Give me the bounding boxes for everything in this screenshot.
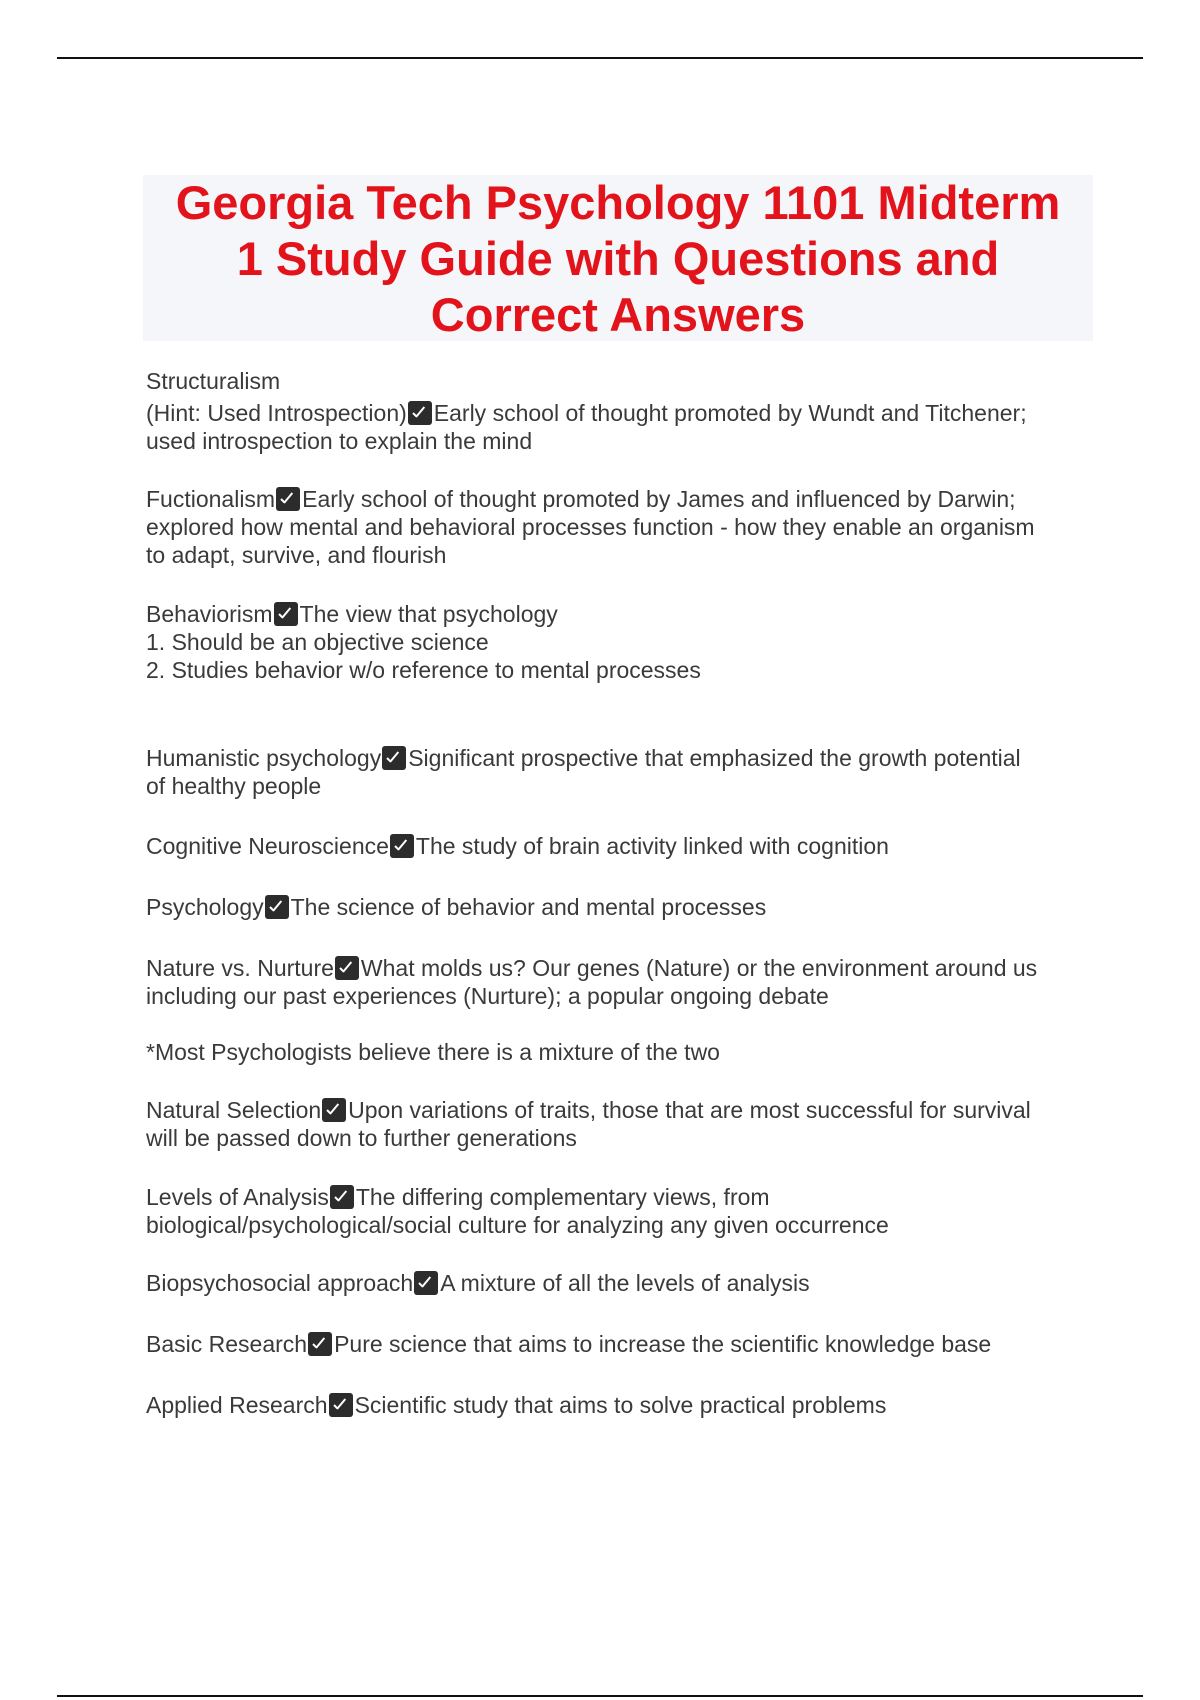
entry-term: Cognitive Neuroscience	[146, 833, 389, 859]
entry-definition: Early school of thought promoted by Wundt and Titchener;	[433, 400, 1027, 426]
entry-term-hint: (Hint: Used Introspection)	[146, 400, 407, 426]
entry-definition: The science of behavior and mental processes	[290, 894, 767, 920]
entry-term: Natural Selection	[146, 1097, 322, 1123]
entry-definition-cont: of healthy people	[146, 773, 322, 799]
check-box-icon	[322, 1098, 346, 1122]
check-box-icon	[335, 956, 359, 980]
entry-definition-cont: to adapt, survive, and flourish	[146, 542, 447, 568]
entry-term: Basic Research	[146, 1331, 308, 1357]
entry-applied-research	[146, 1391, 1096, 1419]
entry-definition: Pure science that aims to increase the scientific knowledge base	[334, 1331, 992, 1357]
entry-basic-research	[146, 1330, 1096, 1358]
entry-term: Structuralism	[146, 368, 281, 394]
entry-behaviorism	[146, 600, 1096, 684]
entry-biopsychosocial-approach	[146, 1269, 1096, 1297]
entry-definition: Scientific study that aims to solve practical problems	[354, 1392, 887, 1418]
entry-term: Behaviorism	[146, 601, 273, 627]
title-line-3: Correct Answers	[430, 288, 806, 341]
entry-definition: Upon variations of traits, those that are most successful for survival	[348, 1097, 1031, 1123]
entry-first-line	[146, 1269, 1096, 1297]
entry-first-line	[146, 600, 1096, 628]
entry-definition-cont: will be passed down to further generations	[146, 1125, 577, 1151]
check-box-icon	[265, 895, 289, 919]
check-box-icon	[408, 401, 432, 425]
entry-definition-cont: biological/psychological/social culture for analyzing any given occurrence	[146, 1212, 889, 1238]
entry-definition: Early school of thought promoted by James and influenced by Darwin;	[302, 486, 1016, 512]
title-line-1: Georgia Tech Psychology 1101 Midterm	[175, 176, 1061, 229]
entry-first-line	[146, 1096, 1096, 1124]
entry-definition: The differing complementary views, from	[355, 1184, 770, 1210]
bottom-rule	[57, 1695, 1143, 1697]
entry-term: Nature vs. Nurture	[146, 955, 334, 981]
entry-nature-vs-nurture	[146, 954, 1096, 1010]
entry-natural-selection	[146, 1096, 1096, 1152]
entry-note	[146, 1038, 1096, 1066]
entry-definition: The view that psychology	[299, 601, 558, 627]
check-box-icon	[390, 834, 414, 858]
entry-first-line	[146, 1330, 1096, 1358]
entry-first-line	[146, 1391, 1096, 1419]
check-box-icon	[276, 487, 300, 511]
entry-psychology	[146, 893, 1096, 921]
entry-levels-of-analysis	[146, 1183, 1096, 1239]
entry-first-line	[146, 744, 1096, 772]
entry-fuctionalism	[146, 485, 1096, 569]
entry-structuralism	[146, 367, 1096, 455]
entry-definition-cont: 1. Should be an objective science	[146, 629, 489, 655]
title-line-2: 1 Study Guide with Questions and	[236, 232, 1000, 285]
check-box-icon	[414, 1271, 438, 1295]
top-rule	[57, 57, 1143, 59]
title-banner	[143, 175, 1093, 341]
check-box-icon	[382, 746, 406, 770]
entry-first-line	[146, 832, 1096, 860]
entry-definition: The study of brain activity linked with cognition	[415, 833, 889, 859]
check-box-icon	[274, 602, 298, 626]
entry-term: Biopsychosocial approach	[146, 1270, 414, 1296]
study-guide-content	[146, 367, 1096, 1419]
entry-definition-cont: explored how mental and behavioral processes function - how they enable an organism	[146, 514, 1035, 540]
check-box-icon	[329, 1393, 353, 1417]
entry-term: Applied Research	[146, 1392, 328, 1418]
entry-first-line	[146, 893, 1096, 921]
entry-first-line	[146, 1183, 1096, 1211]
entry-definition-cont: 2. Studies behavior w/o reference to mental processes	[146, 657, 701, 683]
entry-definition-cont: including our past experiences (Nurture); a popular ongoing debate	[146, 983, 829, 1009]
entry-cognitive-neuroscience	[146, 832, 1096, 860]
entry-humanistic-psychology	[146, 744, 1096, 800]
note-text: *Most Psychologists believe there is a mixture of the two	[146, 1039, 720, 1065]
check-box-icon	[330, 1185, 354, 1209]
entry-term: Psychology	[146, 894, 264, 920]
entry-definition: A mixture of all the levels of analysis	[440, 1270, 810, 1296]
entry-term: Fuctionalism	[146, 486, 276, 512]
entry-definition: Significant prospective that emphasized the growth potential	[408, 745, 1021, 771]
entry-first-line	[146, 399, 1096, 427]
entry-definition-cont: used introspection to explain the mind	[146, 428, 533, 454]
entry-term: Levels of Analysis	[146, 1184, 329, 1210]
entry-definition: What molds us? Our genes (Nature) or the environment around us	[360, 955, 1038, 981]
entry-term: Humanistic psychology	[146, 745, 382, 771]
entry-first-line	[146, 485, 1096, 513]
check-box-icon	[308, 1332, 332, 1356]
entry-first-line	[146, 954, 1096, 982]
